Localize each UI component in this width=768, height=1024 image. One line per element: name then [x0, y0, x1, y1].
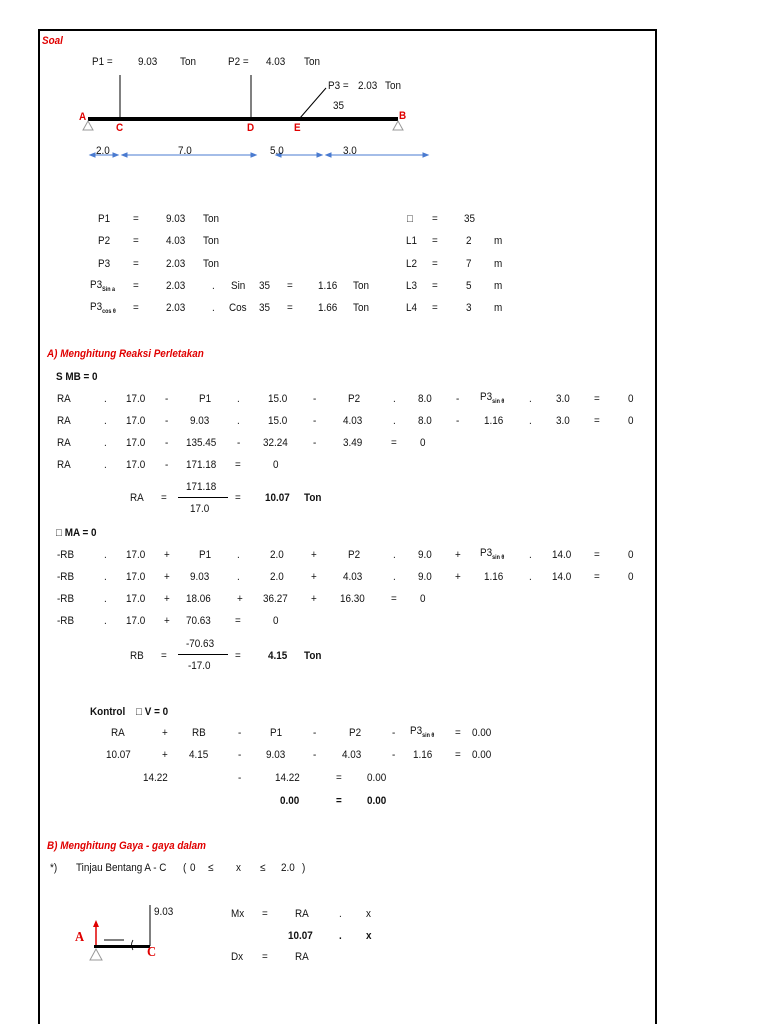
- given-value: 35: [464, 213, 476, 225]
- eq-term: 17.0: [126, 593, 146, 605]
- given-name: P3: [98, 258, 111, 270]
- eq-term: 0.00: [472, 749, 492, 761]
- eq-term: -: [392, 727, 396, 739]
- mx-term: Mx: [231, 908, 245, 920]
- node-e: E: [294, 122, 301, 134]
- given-fn: Sin: [231, 280, 246, 292]
- node-d: D: [247, 122, 255, 134]
- eq-term: -: [392, 749, 396, 761]
- range-term: ≤: [208, 862, 214, 874]
- segment-node-c: C: [147, 945, 157, 960]
- rb-result: 4.15: [268, 650, 288, 662]
- eq-term: 0.00: [472, 727, 492, 739]
- mx-term: x: [366, 930, 372, 942]
- eq-term: .: [393, 415, 396, 427]
- segment-load-value: 9.03: [154, 906, 174, 918]
- eq-term: 17.0: [126, 549, 146, 561]
- eq-term: 70.63: [186, 615, 211, 627]
- range-term: ≤: [260, 862, 266, 874]
- given-name: L3: [406, 280, 418, 292]
- eq-term: =: [235, 459, 241, 471]
- given-eq: =: [133, 213, 139, 225]
- given-name: □: [407, 213, 413, 225]
- p3-label: P3: [480, 547, 493, 559]
- p3-cos-name: [90, 301, 116, 318]
- span-3: 5.0: [270, 145, 284, 157]
- eq-term: -: [165, 437, 169, 449]
- eq-term: -: [238, 727, 242, 739]
- ra-eq: =: [161, 492, 167, 504]
- given-eq: =: [133, 258, 139, 270]
- ra-label: RA: [130, 492, 144, 504]
- eq-term: P2: [349, 727, 362, 739]
- span-2: 7.0: [178, 145, 192, 157]
- eq-term: =: [455, 727, 461, 739]
- eq-term: 9.0: [418, 571, 432, 583]
- dx-term: =: [262, 951, 268, 963]
- eq-term: -RB: [57, 615, 75, 627]
- p3-load-line: [300, 88, 326, 118]
- p2-value: 4.03: [266, 56, 286, 68]
- eq-term: 17.0: [126, 459, 146, 471]
- given-name: L4: [406, 302, 418, 314]
- given-eq: =: [133, 302, 139, 314]
- eq-term: 3.49: [343, 437, 363, 449]
- eq-term: RB: [192, 727, 206, 739]
- node-a: A: [79, 111, 87, 123]
- given-unit: Ton: [353, 302, 369, 314]
- span-4: 3.0: [343, 145, 357, 157]
- eq-term: -RB: [57, 549, 75, 561]
- range-term: 0: [190, 862, 196, 874]
- eq-term: 9.03: [266, 749, 286, 761]
- eq-term: 1.16: [484, 415, 504, 427]
- ma-title: □ MA = 0: [56, 527, 97, 539]
- given-eq: =: [133, 280, 139, 292]
- beam: [88, 117, 398, 121]
- p3-value: 2.03: [358, 80, 378, 92]
- eq-term: .: [237, 415, 240, 427]
- mx-term: 10.07: [288, 930, 313, 942]
- eq-term: +: [311, 571, 317, 583]
- eq-term: 32.24: [263, 437, 288, 449]
- eq-term: =: [594, 549, 600, 561]
- eq-term: 8.0: [418, 415, 432, 427]
- eq-term: -: [456, 393, 460, 405]
- rb-unit: Ton: [304, 650, 322, 662]
- eq-term: 15.0: [268, 415, 288, 427]
- given-name: P1: [98, 213, 111, 225]
- given-value: 3: [466, 302, 472, 314]
- mx-term: .: [339, 930, 342, 942]
- eq-term: 17.0: [126, 615, 146, 627]
- eq-term: -: [165, 415, 169, 427]
- eq-term: 0: [628, 571, 634, 583]
- dimension-lines: [90, 153, 428, 157]
- eq-term: =: [336, 795, 342, 807]
- eq-term: +: [455, 571, 461, 583]
- eq-term: -: [238, 749, 242, 761]
- eq-term: 0.00: [280, 795, 300, 807]
- p3-label: P3 =: [328, 80, 349, 92]
- p1-unit: Ton: [180, 56, 196, 68]
- p3-subscript: sin θ: [422, 733, 435, 739]
- eq-term: .: [237, 393, 240, 405]
- given-name: L1: [406, 235, 418, 247]
- eq-term: 0: [420, 437, 426, 449]
- node-c: C: [116, 122, 124, 134]
- eq-term: [480, 547, 504, 564]
- p1-value: 9.03: [138, 56, 158, 68]
- eq-term: +: [164, 615, 170, 627]
- eq-term: RA: [111, 727, 125, 739]
- eq-term: 2.0: [270, 571, 284, 583]
- eq-term: =: [594, 571, 600, 583]
- given-value: 2.03: [166, 302, 186, 314]
- given-unit: m: [494, 258, 503, 270]
- given-unit: m: [494, 302, 503, 314]
- eq-term: -: [165, 393, 169, 405]
- eq-term: RA: [57, 393, 71, 405]
- mx-term: .: [339, 908, 342, 920]
- ra-arrowhead: [93, 920, 99, 927]
- eq-term: .: [104, 437, 107, 449]
- rb-denominator: -17.0: [188, 660, 211, 672]
- given-name: P2: [98, 235, 111, 247]
- eq-term: .: [393, 571, 396, 583]
- eq-term: 0.00: [367, 772, 387, 784]
- eq-term: 0: [273, 615, 279, 627]
- title: Soal: [42, 35, 63, 47]
- eq-term: 14.0: [552, 571, 572, 583]
- given-dot: .: [212, 280, 215, 292]
- given-unit: Ton: [203, 258, 219, 270]
- eq-term: 18.06: [186, 593, 211, 605]
- given-eq: =: [432, 280, 438, 292]
- eq-term: .: [393, 393, 396, 405]
- mx-term: RA: [295, 908, 309, 920]
- eq-term: =: [391, 593, 397, 605]
- eq-term: 0: [628, 415, 634, 427]
- eq-term: +: [164, 571, 170, 583]
- eq-term: -: [237, 437, 241, 449]
- eq-term: +: [311, 593, 317, 605]
- eq-term: 1.16: [413, 749, 433, 761]
- eq-term: 10.07: [106, 749, 131, 761]
- p1-label: P1 =: [92, 56, 113, 68]
- eq-term: .: [104, 571, 107, 583]
- p3-angle: 35: [333, 100, 345, 112]
- eq-term: 14.22: [143, 772, 168, 784]
- eq-term: .: [104, 615, 107, 627]
- eq-term: 4.15: [189, 749, 209, 761]
- ra-numerator: 171.18: [186, 481, 217, 493]
- eq-term: .: [529, 571, 532, 583]
- given-name: L2: [406, 258, 418, 270]
- given-dot: .: [212, 302, 215, 314]
- p3-unit: Ton: [385, 80, 401, 92]
- eq-term: 135.45: [186, 437, 217, 449]
- given-eq: =: [432, 302, 438, 314]
- ra-denominator: 17.0: [190, 503, 210, 515]
- eq-term: 16.30: [340, 593, 365, 605]
- dx-term: Dx: [231, 951, 244, 963]
- eq-term: =: [594, 415, 600, 427]
- rb-label: RB: [130, 650, 144, 662]
- eq-term: P1: [199, 393, 212, 405]
- given-eq: =: [432, 235, 438, 247]
- eq-term: .: [104, 393, 107, 405]
- eq-term: .: [393, 549, 396, 561]
- eq-term: =: [391, 437, 397, 449]
- given-value: 7: [466, 258, 472, 270]
- eq-term: +: [162, 727, 168, 739]
- eq-term: 17.0: [126, 415, 146, 427]
- eq-term: 9.0: [418, 549, 432, 561]
- eq-term: +: [237, 593, 243, 605]
- eq-term: .: [529, 393, 532, 405]
- mb-title: S MB = 0: [56, 371, 98, 383]
- eq-term: -: [313, 749, 317, 761]
- segment-support: [90, 949, 102, 960]
- eq-term: [410, 725, 434, 742]
- ra-fraction-bar: [178, 497, 228, 498]
- eq-term: =: [336, 772, 342, 784]
- kontrol-label: Kontrol: [90, 706, 126, 718]
- p3-sin-label: P3: [90, 279, 103, 291]
- eq-term: P2: [348, 549, 361, 561]
- eq-term: -: [456, 415, 460, 427]
- bullet: *): [50, 862, 58, 874]
- given-unit: m: [494, 280, 503, 292]
- eq-term: .: [104, 549, 107, 561]
- ra-eq2: =: [235, 492, 241, 504]
- tinjau-label: Tinjau Bentang A - C: [76, 862, 167, 874]
- eq-term: P2: [348, 393, 361, 405]
- eq-term: -: [313, 393, 317, 405]
- p2-label: P2 =: [228, 56, 249, 68]
- eq-term: 0: [420, 593, 426, 605]
- eq-term: 4.03: [342, 749, 362, 761]
- ra-result: 10.07: [265, 492, 290, 504]
- ra-unit: Ton: [304, 492, 322, 504]
- eq-term: 17.0: [126, 571, 146, 583]
- p3-subscript: sin θ: [492, 399, 505, 405]
- given-eq: =: [287, 280, 293, 292]
- eq-term: 2.0: [270, 549, 284, 561]
- eq-term: RA: [57, 437, 71, 449]
- support-b: [393, 121, 403, 130]
- given-value: 5: [466, 280, 472, 292]
- range-term: x: [236, 862, 241, 874]
- eq-term: .: [529, 415, 532, 427]
- eq-term: .: [104, 415, 107, 427]
- eq-term: -: [313, 437, 317, 449]
- eq-term: 3.0: [556, 415, 570, 427]
- section-a-heading: A) Menghitung Reaksi Perletakan: [47, 348, 204, 360]
- given-eq: =: [133, 235, 139, 247]
- eq-term: 3.0: [556, 393, 570, 405]
- p3-subscript: sin θ: [492, 555, 505, 561]
- given-unit: Ton: [203, 213, 219, 225]
- eq-term: .: [104, 459, 107, 471]
- eq-term: -: [313, 415, 317, 427]
- segment-beam: [94, 945, 150, 948]
- kontrol-equation: □ V = 0: [136, 706, 169, 718]
- given-unit: Ton: [203, 235, 219, 247]
- eq-term: =: [235, 615, 241, 627]
- eq-term: +: [455, 549, 461, 561]
- rb-eq: =: [161, 650, 167, 662]
- segment-node-a: A: [75, 930, 85, 945]
- dx-term: RA: [295, 951, 309, 963]
- eq-term: .: [104, 593, 107, 605]
- p3-label: P3: [410, 725, 423, 737]
- given-value: 2.03: [166, 280, 186, 292]
- eq-term: 36.27: [263, 593, 288, 605]
- eq-term: 171.18: [186, 459, 217, 471]
- eq-term: .: [237, 571, 240, 583]
- eq-term: 4.03: [343, 571, 363, 583]
- eq-term: 9.03: [190, 571, 210, 583]
- eq-term: RA: [57, 415, 71, 427]
- given-result: 1.66: [318, 302, 338, 314]
- eq-term: =: [455, 749, 461, 761]
- rb-fraction-bar: [178, 654, 228, 655]
- given-eq: =: [287, 302, 293, 314]
- eq-term: 0: [628, 393, 634, 405]
- eq-term: -: [313, 727, 317, 739]
- node-b: B: [399, 110, 407, 122]
- rb-eq2: =: [235, 650, 241, 662]
- eq-term: .: [237, 549, 240, 561]
- p3-label: P3: [480, 391, 493, 403]
- p3-sin-name: [90, 279, 115, 296]
- eq-term: +: [164, 593, 170, 605]
- mx-term: =: [262, 908, 268, 920]
- range-term: (: [183, 862, 187, 874]
- eq-term: 0: [628, 549, 634, 561]
- eq-term: +: [162, 749, 168, 761]
- given-eq: =: [432, 213, 438, 225]
- given-value: 9.03: [166, 213, 186, 225]
- eq-term: +: [164, 549, 170, 561]
- range-term: 2.0: [281, 862, 295, 874]
- given-unit: m: [494, 235, 503, 247]
- eq-term: -RB: [57, 571, 75, 583]
- p2-unit: Ton: [304, 56, 320, 68]
- eq-term: P1: [270, 727, 283, 739]
- eq-term: -: [238, 772, 242, 784]
- given-fn: Cos: [229, 302, 247, 314]
- range-term: ): [302, 862, 306, 874]
- eq-term: 14.0: [552, 549, 572, 561]
- eq-term: +: [311, 549, 317, 561]
- section-b-heading: B) Menghitung Gaya - gaya dalam: [47, 840, 206, 852]
- eq-term: 0.00: [367, 795, 387, 807]
- eq-term: 9.03: [190, 415, 210, 427]
- eq-term: -RB: [57, 593, 75, 605]
- eq-term: 17.0: [126, 437, 146, 449]
- given-unit: Ton: [353, 280, 369, 292]
- eq-term: 8.0: [418, 393, 432, 405]
- given-angle: 35: [259, 280, 271, 292]
- given-angle: 35: [259, 302, 271, 314]
- rb-numerator: -70.63: [186, 638, 215, 650]
- eq-term: -: [165, 459, 169, 471]
- eq-term: RA: [57, 459, 71, 471]
- eq-term: 4.03: [343, 415, 363, 427]
- given-value: 2.03: [166, 258, 186, 270]
- p3-cos-subscript: cos θ: [102, 309, 116, 315]
- eq-term: 1.16: [484, 571, 504, 583]
- eq-term: =: [594, 393, 600, 405]
- p3-sin-subscript: Sin a: [102, 287, 116, 293]
- eq-term: [480, 391, 504, 408]
- eq-term: 17.0: [126, 393, 146, 405]
- eq-term: 0: [273, 459, 279, 471]
- eq-term: .: [529, 549, 532, 561]
- eq-term: 14.22: [275, 772, 300, 784]
- given-result: 1.16: [318, 280, 338, 292]
- given-eq: =: [432, 258, 438, 270]
- given-value: 2: [466, 235, 472, 247]
- mx-term: x: [366, 908, 371, 920]
- eq-term: P1: [199, 549, 212, 561]
- span-1: 2.0: [96, 145, 110, 157]
- eq-term: 15.0: [268, 393, 288, 405]
- given-value: 4.03: [166, 235, 186, 247]
- p3-cos-label: P3: [90, 301, 103, 313]
